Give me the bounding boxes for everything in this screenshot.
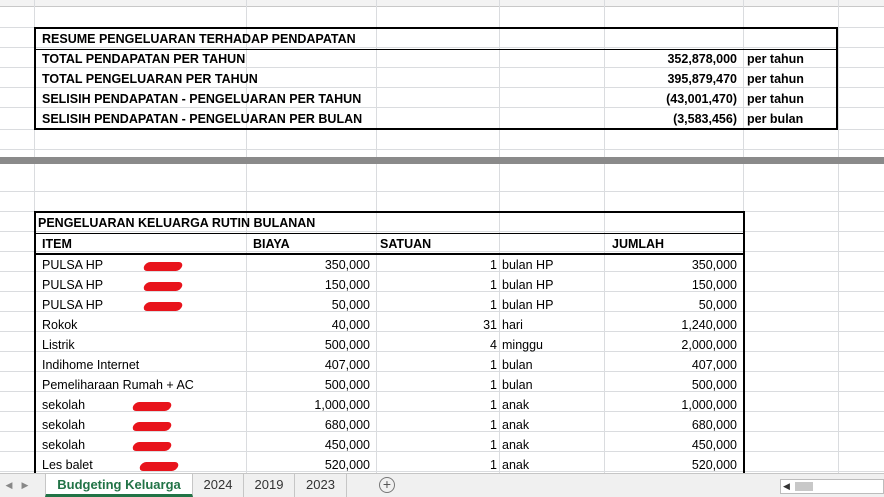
table-row-biaya[interactable]: 40,000	[331, 318, 370, 332]
horizontal-scrollbar[interactable]	[780, 479, 884, 494]
header-jumlah[interactable]: JUMLAH	[612, 237, 665, 251]
table-row-item[interactable]: sekolah	[42, 418, 86, 432]
table-row-unit[interactable]: bulan HP	[502, 298, 554, 312]
table-row-qty[interactable]: 1	[490, 278, 497, 292]
sheet-tab-2024[interactable]: 2024	[193, 474, 244, 497]
resume-row-label[interactable]: TOTAL PENGELUARAN PER TAHUN	[42, 72, 258, 86]
table-row-biaya[interactable]: 350,000	[324, 258, 370, 272]
resume-row-label[interactable]: TOTAL PENDAPATAN PER TAHUN	[42, 52, 246, 66]
table-row-item[interactable]: PULSA HP	[42, 258, 104, 272]
routine-table-title[interactable]: PENGELUARAN KELUARGA RUTIN BULANAN	[38, 216, 316, 230]
resume-row-unit[interactable]: per bulan	[747, 112, 804, 126]
header-item[interactable]: ITEM	[42, 237, 72, 251]
table-row-unit[interactable]: anak	[502, 458, 530, 472]
table-row-item[interactable]: sekolah	[42, 398, 86, 412]
table-row-qty[interactable]: 1	[490, 398, 497, 412]
table-row-biaya[interactable]: 150,000	[324, 278, 370, 292]
redaction-mark	[131, 442, 172, 451]
freeze-pane-divider[interactable]	[0, 157, 884, 164]
table-row-unit[interactable]: minggu	[502, 338, 543, 352]
resume-title[interactable]: RESUME PENGELUARAN TERHADAP PENDAPATAN	[42, 32, 356, 46]
redaction-mark	[142, 282, 183, 291]
table-row-qty[interactable]: 1	[490, 358, 497, 372]
table-row-item[interactable]: Les balet	[42, 458, 93, 472]
plus-circle-icon[interactable]: +	[379, 477, 395, 493]
table-row-unit[interactable]: bulan	[502, 358, 533, 372]
resume-row-unit[interactable]: per tahun	[747, 72, 804, 86]
resume-row-value[interactable]: (3,583,456)	[673, 112, 737, 126]
table-row-jumlah[interactable]: 680,000	[691, 418, 737, 432]
table-row-jumlah[interactable]: 1,000,000	[681, 398, 737, 412]
sheet-tab-2023[interactable]: 2023	[295, 474, 347, 497]
table-row-unit[interactable]: hari	[502, 318, 523, 332]
resume-row-label[interactable]: SELISIH PENDAPATAN - PENGELUARAN PER TAHUN	[42, 92, 362, 106]
table-row-item[interactable]: PULSA HP	[42, 278, 104, 292]
table-row-unit[interactable]: bulan	[502, 378, 533, 392]
resume-row-value[interactable]: 395,879,470	[667, 72, 737, 86]
resume-row-label[interactable]: SELISIH PENDAPATAN - PENGELUARAN PER BULAN	[42, 112, 363, 126]
table-row-item[interactable]: Rokok	[42, 318, 78, 332]
triangle-right-icon[interactable]: ▶	[21, 480, 29, 490]
redaction-mark	[138, 462, 179, 471]
table-row-jumlah[interactable]: 520,000	[691, 458, 737, 472]
table-row-item[interactable]: PULSA HP	[42, 298, 104, 312]
table-row-jumlah[interactable]: 450,000	[691, 438, 737, 452]
table-row-biaya[interactable]: 1,000,000	[314, 398, 370, 412]
resume-row-value[interactable]: (43,001,470)	[666, 92, 737, 106]
redaction-mark	[142, 302, 183, 311]
table-row-item[interactable]: Listrik	[42, 338, 75, 352]
header-biaya[interactable]: BIAYA	[253, 237, 290, 251]
table-row-qty[interactable]: 31	[483, 318, 497, 332]
table-row-jumlah[interactable]: 2,000,000	[681, 338, 737, 352]
resume-row-unit[interactable]: per tahun	[747, 92, 804, 106]
table-row-qty[interactable]: 1	[490, 458, 497, 472]
table-row-qty[interactable]: 1	[490, 298, 497, 312]
resume-row-unit[interactable]: per tahun	[747, 52, 804, 66]
table-row-qty[interactable]: 1	[490, 438, 497, 452]
sheet-tab-bar	[0, 473, 884, 497]
table-row-jumlah[interactable]: 1,240,000	[681, 318, 737, 332]
column-header-strip[interactable]	[0, 0, 884, 7]
table-row-item[interactable]: Indihome Internet	[42, 358, 140, 372]
redaction-mark	[142, 262, 183, 271]
table-row-unit[interactable]: anak	[502, 438, 530, 452]
table-row-qty[interactable]: 1	[490, 378, 497, 392]
table-row-biaya[interactable]: 680,000	[324, 418, 370, 432]
table-row-qty[interactable]: 1	[490, 258, 497, 272]
table-row-jumlah[interactable]: 500,000	[691, 378, 737, 392]
triangle-left-icon[interactable]: ◀	[5, 480, 13, 490]
table-row-unit[interactable]: bulan HP	[502, 258, 554, 272]
scroll-left-arrow-icon[interactable]: ◀	[783, 481, 790, 491]
table-row-biaya[interactable]: 520,000	[324, 458, 370, 472]
table-row-biaya[interactable]: 500,000	[324, 338, 370, 352]
table-row-biaya[interactable]: 407,000	[324, 358, 370, 372]
scroll-thumb[interactable]	[795, 482, 813, 491]
table-row-biaya[interactable]: 450,000	[324, 438, 370, 452]
table-row-unit[interactable]: bulan HP	[502, 278, 554, 292]
table-row-qty[interactable]: 1	[490, 418, 497, 432]
table-row-jumlah[interactable]: 350,000	[691, 258, 737, 272]
table-row-jumlah[interactable]: 150,000	[691, 278, 737, 292]
table-row-jumlah[interactable]: 50,000	[698, 298, 737, 312]
table-row-qty[interactable]: 4	[490, 338, 497, 352]
table-row-biaya[interactable]: 50,000	[331, 298, 370, 312]
sheet-tab-budgeting-keluarga[interactable]: Budgeting Keluarga	[45, 474, 193, 497]
redaction-mark	[131, 402, 172, 411]
sheet-tab-2019[interactable]: 2019	[244, 474, 295, 497]
header-satuan[interactable]: SATUAN	[380, 237, 432, 251]
table-row-biaya[interactable]: 500,000	[324, 378, 370, 392]
table-row-jumlah[interactable]: 407,000	[691, 358, 737, 372]
table-row-item[interactable]: sekolah	[42, 438, 86, 452]
redaction-mark	[131, 422, 172, 431]
table-row-unit[interactable]: anak	[502, 398, 530, 412]
resume-row-value[interactable]: 352,878,000	[667, 52, 737, 66]
table-row-item[interactable]: Pemeliharaan Rumah + AC	[42, 378, 194, 392]
table-row-unit[interactable]: anak	[502, 418, 530, 432]
